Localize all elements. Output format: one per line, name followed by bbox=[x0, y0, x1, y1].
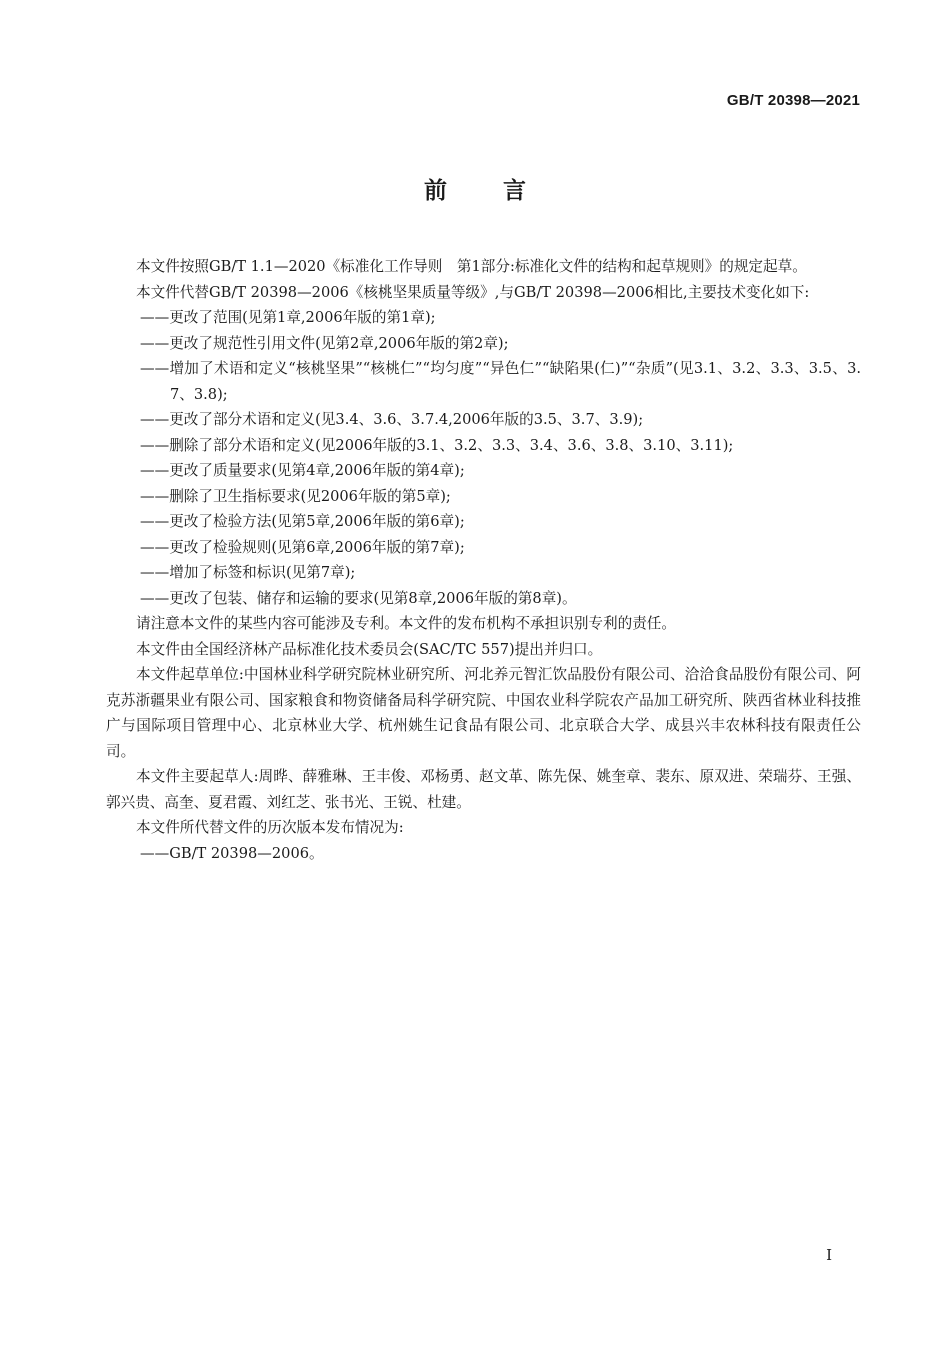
change-list-item: ——删除了卫生指标要求(见2006年版的第5章); bbox=[140, 487, 451, 505]
paragraph: 本文件主要起草人:周晔、薛雅琳、王丰俊、邓杨勇、赵文革、陈先保、姚奎章、裴东、原双进、荣瑞芬、王强、郭兴贵、高奎、夏君霞、刘红芝、张书光、王锐、杜建。 bbox=[106, 768, 861, 811]
change-list-item: ——增加了术语和定义“核桃坚果”“核桃仁”“均匀度”“异色仁”“缺陷果(仁)”“杂质”(见3.1、3.2、3.3、3.5、3.7、3.8); bbox=[140, 360, 861, 403]
paragraph: 本文件代替GB/T 20398—2006《核桃坚果质量等级》,与GB/T 20398—2006相比,主要技术变化如下: bbox=[136, 283, 810, 301]
change-list-item: ——GB/T 20398—2006。 bbox=[140, 844, 324, 862]
change-list-item: ——更改了质量要求(见第4章,2006年版的第4章); bbox=[140, 462, 465, 479]
paragraph: 本文件起草单位:中国林业科学研究院林业研究所、河北养元智汇饮品股份有限公司、洽洽食品股份有限公司、阿克苏浙疆果业有限公司、国家粮食和物资储备局科学研究院、中国农业科学院农产品加工研究所、陕西省林业科技推广与国际项目管理中心、北京林业大学、杭州姚生记食品有限公司、北京联合大学、成县兴丰农林科技有限责任公司。 bbox=[106, 666, 861, 760]
page-title: 前言 bbox=[424, 178, 582, 204]
change-list-item: ——更改了检验规则(见第6章,2006年版的第7章); bbox=[140, 538, 465, 556]
change-list-item: ——增加了标签和标识(见第7章); bbox=[140, 564, 356, 581]
standard-number: GB/T 20398—2021 bbox=[726, 92, 860, 109]
paragraph: 本文件所代替文件的历次版本发布情况为: bbox=[136, 819, 404, 836]
paragraph: 请注意本文件的某些内容可能涉及专利。本文件的发布机构不承担识别专利的责任。 bbox=[136, 615, 676, 632]
change-list-item: ——更改了规范性引用文件(见第2章,2006年版的第2章); bbox=[140, 334, 509, 352]
paragraph: 本文件由全国经济林产品标准化技术委员会(SAC/TC 557)提出并归口。 bbox=[136, 640, 603, 658]
change-list-item: ——更改了部分术语和定义(见3.4、3.6、3.7.4,2006年版的3.5、3.7、3.9); bbox=[140, 411, 644, 428]
change-list-item: ——更改了范围(见第1章,2006年版的第1章); bbox=[140, 309, 436, 326]
page-number: I bbox=[826, 1246, 832, 1264]
change-list-item: ——更改了检验方法(见第5章,2006年版的第6章); bbox=[140, 513, 465, 530]
change-list-item: ——更改了包装、储存和运输的要求(见第8章,2006年版的第8章)。 bbox=[140, 589, 577, 607]
change-list-item: ——删除了部分术语和定义(见2006年版的3.1、3.2、3.3、3.4、3.6、3.8、3.10、3.11); bbox=[140, 436, 734, 454]
foreword-body bbox=[106, 254, 861, 866]
paragraph: 本文件按照GB/T 1.1—2020《标准化工作导则 第1部分:标准化文件的结构和起草规则》的规定起草。 bbox=[136, 258, 807, 275]
